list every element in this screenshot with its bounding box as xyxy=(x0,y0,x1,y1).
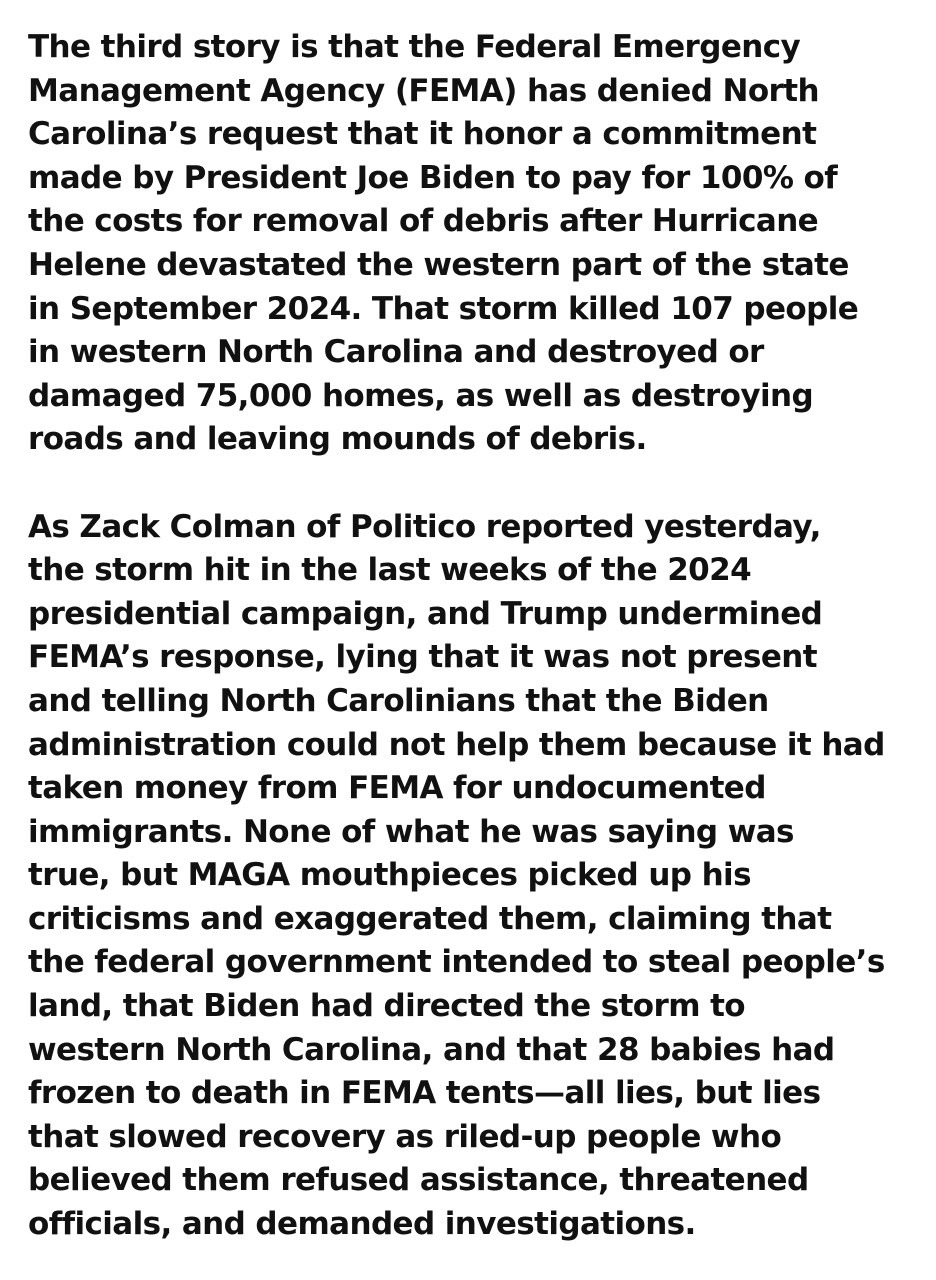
text-line: the federal government intended to steal people’s xyxy=(28,944,885,981)
paragraph-fema-denial xyxy=(28,26,924,462)
text-line: true, but MAGA mouthpieces picked up his xyxy=(28,857,751,894)
text-line: officials, and demanded investigations. xyxy=(28,1206,696,1243)
text-line: FEMA’s response, lying that it was not present xyxy=(28,639,817,676)
text-line: immigrants. None of what he was saying was xyxy=(28,813,794,850)
text-line: Helene devastated the western part of the state xyxy=(28,246,849,283)
text-line: criticisms and exaggerated them, claiming that xyxy=(28,900,832,937)
paragraph-politico-report xyxy=(28,506,924,1247)
text-line: damaged 75,000 homes, as well as destroying xyxy=(28,377,814,414)
text-line: Carolina’s request that it honor a commitment xyxy=(28,116,817,153)
article-body xyxy=(28,26,924,1247)
text-line: taken money from FEMA for undocumented xyxy=(28,770,766,807)
text-line: frozen to death in FEMA tents—all lies, but lies xyxy=(28,1075,821,1112)
text-line: Management Agency (FEMA) has denied North xyxy=(28,72,819,109)
text-line: believed them refused assistance, threatened xyxy=(28,1162,809,1199)
text-line: administration could not help them because it had xyxy=(28,726,885,763)
text-line: the storm hit in the last weeks of the 2024 xyxy=(28,552,752,589)
text-line: the costs for removal of debris after Hurricane xyxy=(28,203,819,240)
text-line: and telling North Carolinians that the Biden xyxy=(28,682,769,719)
text-line: land, that Biden had directed the storm to xyxy=(28,988,745,1025)
text-line: presidential campaign, and Trump undermined xyxy=(28,595,823,632)
text-line: made by President Joe Biden to pay for 100% of xyxy=(28,159,838,196)
text-line: The third story is that the Federal Emergency xyxy=(28,29,801,65)
text-line: As Zack Colman of Politico reported yesterday, xyxy=(28,508,821,545)
paragraph-spacer xyxy=(28,462,924,506)
text-line: that slowed recovery as riled-up people who xyxy=(28,1118,782,1155)
text-line: roads and leaving mounds of debris. xyxy=(28,421,647,458)
text-line: in western North Carolina and destroyed or xyxy=(28,334,764,371)
text-line: western North Carolina, and that 28 babies had xyxy=(28,1031,835,1068)
text-line: in September 2024. That storm killed 107 people xyxy=(28,290,859,327)
